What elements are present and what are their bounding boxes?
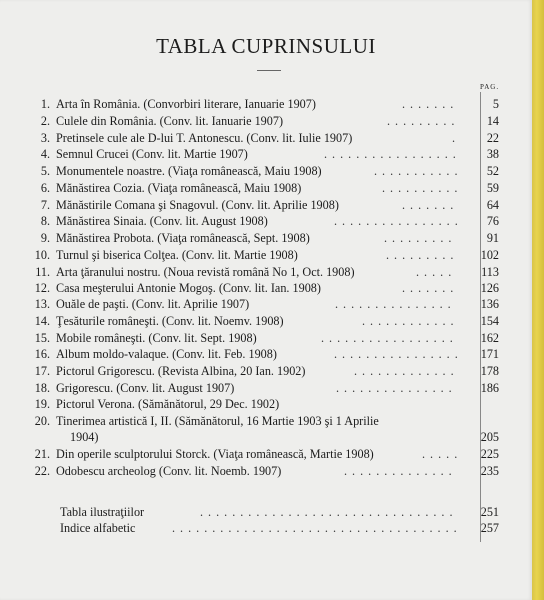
- title-divider: [257, 70, 281, 71]
- entry-title: Culele din România. (Conv. lit. Ianuarie 1907): [56, 114, 283, 128]
- entry-page-number: 38: [486, 147, 499, 161]
- entry-number: 2.: [40, 114, 50, 128]
- entry-number: 11.: [35, 265, 50, 279]
- entry-page-number: 225: [480, 447, 499, 461]
- leader-dots: .............: [354, 364, 459, 378]
- toc-entry: [0, 247, 532, 263]
- entry-title: Mănăstirile Comana şi Snagovul. (Conv. lit. Aprilie 1908): [56, 198, 339, 212]
- entry-page-number: 136: [480, 297, 499, 311]
- leader-dots: .....: [416, 265, 457, 279]
- leader-dots: .........: [384, 231, 457, 245]
- toc-entry: [0, 96, 532, 112]
- entry-page-number: 205: [480, 430, 499, 444]
- entry-page-number: 14: [486, 114, 499, 128]
- entry-page-number: 59: [486, 181, 499, 195]
- entry-title: Grigorescu. (Conv. lit. August 1907): [56, 381, 235, 395]
- entry-page-number: 186: [480, 381, 499, 395]
- entry-page-number: 113: [481, 265, 499, 279]
- entry-number: 10.: [34, 248, 50, 262]
- entry-page-number: 235: [480, 464, 499, 478]
- leader-dots: ....................................: [172, 521, 462, 535]
- entry-title: Din operile sculptorului Storck. (Viaţa românească, Martie 1908): [56, 447, 374, 461]
- entry-number: 14.: [34, 314, 50, 328]
- toc-entry: [0, 163, 532, 179]
- entry-number: 15.: [34, 331, 50, 345]
- toc-entry: [0, 330, 532, 346]
- leader-dots: .................: [324, 147, 461, 161]
- entry-page-number: 154: [480, 314, 499, 328]
- toc-entry: [0, 363, 532, 379]
- toc-entry: [0, 380, 532, 396]
- toc-entry: [0, 130, 532, 146]
- toc-entry: [0, 446, 532, 462]
- entry-page-number: 91: [486, 231, 499, 245]
- entry-number: 21.: [34, 447, 50, 461]
- entry-number: 3.: [40, 131, 50, 145]
- entry-title: Mobile româneşti. (Conv. lit. Sept. 1908): [56, 331, 257, 345]
- leader-dots: .....: [422, 447, 463, 461]
- entry-title: 1904): [70, 430, 99, 444]
- entry-title: Arta în România. (Convorbiri literare, Ianuarie 1907): [56, 97, 316, 111]
- page-title: TABLA CUPRINSULUI: [156, 34, 376, 58]
- entry-page-number: 64: [486, 198, 499, 212]
- entry-page-number: 162: [480, 331, 499, 345]
- leader-dots: ................................: [200, 505, 458, 519]
- entry-number: 6.: [40, 181, 50, 195]
- page-column-header: PAG.: [480, 83, 500, 91]
- leader-dots: .......: [402, 281, 459, 295]
- entry-title: Arta ţăranului nostru. (Noua revistă română No 1, Oct. 1908): [56, 265, 355, 279]
- leader-dots: ............: [362, 314, 459, 328]
- leader-dots: ..........: [382, 181, 463, 195]
- toc-entry: [0, 146, 532, 162]
- entry-number: 22.: [34, 464, 50, 478]
- toc-entry: [0, 264, 532, 280]
- toc-entry: [0, 280, 532, 296]
- toc-entry: [0, 313, 532, 329]
- page-edge: [532, 0, 544, 600]
- leader-dots: .......: [402, 97, 459, 111]
- leader-dots: ...............: [336, 381, 457, 395]
- entry-number: 19.: [34, 397, 50, 411]
- entry-number: 4.: [40, 147, 50, 161]
- entry-title: Pictorul Verona. (Sămănătorul, 29 Dec. 1902): [56, 397, 280, 411]
- entry-page-number: 102: [480, 248, 499, 262]
- toc-entry: [0, 396, 532, 412]
- entry-number: 18.: [34, 381, 50, 395]
- extras-entry: [0, 504, 532, 520]
- toc-entry: [0, 180, 532, 196]
- entry-number: 1.: [40, 97, 50, 111]
- extras-entry: [0, 520, 532, 536]
- entry-page-number: 126: [480, 281, 499, 295]
- entry-page-number: 76: [486, 214, 499, 228]
- leader-dots: .: [452, 131, 461, 145]
- entry-page-number: 171: [480, 347, 499, 361]
- toc-entry: [0, 413, 532, 429]
- leader-dots: ................: [334, 214, 463, 228]
- entry-number: 5.: [40, 164, 50, 178]
- leader-dots: ..............: [344, 464, 457, 478]
- toc-entry: [0, 429, 532, 445]
- leader-dots: ...............: [335, 297, 456, 311]
- leader-dots: .......: [402, 198, 459, 212]
- entry-title: Turnul şi biserica Colţea. (Conv. lit. Martie 1908): [56, 248, 298, 262]
- entry-title: Odobescu archeolog (Conv. lit. Noemb. 1907): [56, 464, 282, 478]
- entry-number: 8.: [40, 214, 50, 228]
- entry-title: Monumentele noastre. (Viaţa românească, Maiu 1908): [56, 164, 322, 178]
- entry-title: Pictorul Grigorescu. (Revista Albina, 20 Ian. 1902): [56, 364, 306, 378]
- entry-title: Tinerimea artistică I, II. (Sămănătorul, 16 Martie 1903 şi 1 Aprilie: [56, 414, 379, 428]
- leader-dots: .........: [387, 114, 460, 128]
- entry-title: Mănăstirea Sinaia. (Conv. lit. August 1908): [56, 214, 268, 228]
- toc-entry: [0, 197, 532, 213]
- entry-title: Ţesăturile româneşti. (Conv. lit. Noemv. 1908): [56, 314, 284, 328]
- entry-number: 20.: [34, 414, 50, 428]
- toc-entry: [0, 113, 532, 129]
- entry-title: Ouăle de paşti. (Conv. lit. Aprilie 1907): [56, 297, 250, 311]
- entry-number: 13.: [34, 297, 50, 311]
- extras-page-number: 257: [480, 521, 499, 535]
- leader-dots: ................: [334, 347, 463, 361]
- entry-number: 17.: [34, 364, 50, 378]
- leader-dots: .........: [386, 248, 459, 262]
- entry-title: Casa meşterului Antonie Mogoş. (Conv. lit. Ian. 1908): [56, 281, 321, 295]
- toc-entry: [0, 346, 532, 362]
- entry-number: 12.: [34, 281, 50, 295]
- entry-title: Mănăstirea Cozia. (Viaţa românească, Maiu 1908): [56, 181, 302, 195]
- entry-number: 7.: [40, 198, 50, 212]
- entry-title: Pretinsele cule ale D-lui T. Antonescu. (Conv. lit. Iulie 1907): [56, 131, 353, 145]
- extras-title: Indice alfabetic: [60, 521, 136, 535]
- entry-title: Album moldo-valaque. (Conv. lit. Feb. 1908): [56, 347, 277, 361]
- extras-title: Tabla ilustraţiilor: [60, 505, 145, 519]
- toc-entry: [0, 296, 532, 312]
- entry-page-number: 52: [486, 164, 499, 178]
- entry-title: Mănăstirea Probota. (Viaţa românească, Sept. 1908): [56, 231, 310, 245]
- extras-page-number: 251: [480, 505, 499, 519]
- entry-title: Semnul Crucei (Conv. lit. Martie 1907): [56, 147, 248, 161]
- toc-entry: [0, 213, 532, 229]
- entry-page-number: 22: [486, 131, 499, 145]
- toc-entry: [0, 463, 532, 479]
- leader-dots: .................: [321, 331, 458, 345]
- entry-page-number: 178: [480, 364, 499, 378]
- toc-entry: [0, 230, 532, 246]
- entry-number: 9.: [40, 231, 50, 245]
- entry-number: 16.: [34, 347, 50, 361]
- leader-dots: ...........: [374, 164, 463, 178]
- entry-page-number: 5: [492, 97, 499, 111]
